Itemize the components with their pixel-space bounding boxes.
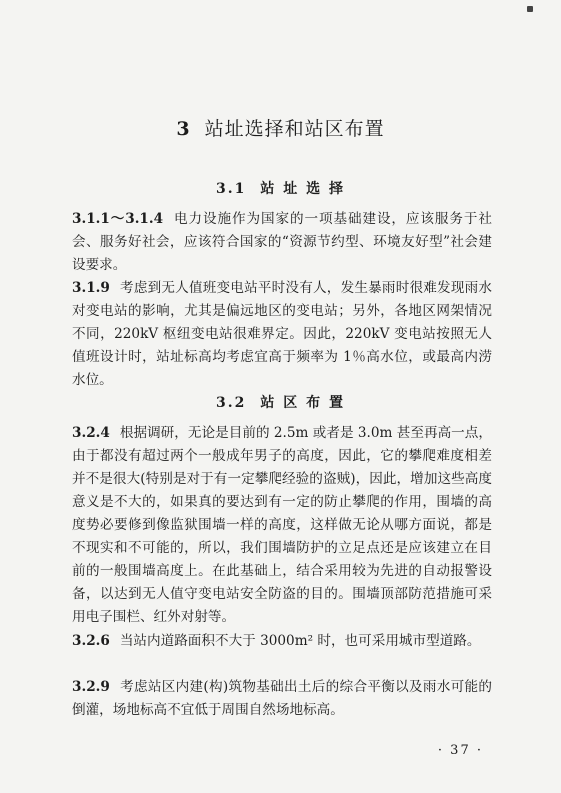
clause-number: 3.1.1～3.1.4 (72, 211, 164, 227)
section-number: 3.2 (216, 395, 247, 411)
clause-number: 3.2.4 (72, 425, 110, 441)
paragraph-3-1-1 (72, 208, 492, 277)
chapter-number: 3 (176, 118, 191, 140)
paragraph-3-1-9 (72, 277, 492, 392)
section-title-text: 站 址 选 择 (260, 181, 345, 197)
page-number: · 37 · (437, 743, 483, 758)
section-title-3-2 (0, 392, 561, 412)
chapter-title (0, 114, 561, 141)
corner-mark (527, 6, 533, 12)
paragraph-3-2-6 (72, 630, 492, 653)
clause-number: 3.1.9 (72, 280, 110, 296)
section-title-text: 站 区 布 置 (260, 395, 345, 411)
paragraph-text: 考虑到无人值班变电站平时没有人，发生暴雨时很难发现雨水对变电站的影响，尤其是偏远地区的变电站；另外，各地区网架情况不同，220kV 枢纽变电站很难界定。因此，220kV 变电站按照无人值班设计时，站址标高均考虑宜高于频率为 1％高水位，或最高内涝水位。 (72, 280, 492, 388)
paragraph-text: 电力设施作为国家的一项基础建设，应该服务于社会、服务好社会，应该符合国家的“资源节约型、环境友好型”社会建设要求。 (72, 211, 493, 273)
section-title-3-1 (0, 178, 561, 198)
paragraph-text: 当站内道路面积不大于 3000m² 时，也可采用城市型道路。 (119, 633, 481, 649)
paragraph-text: 考虑站区内建(构)筑物基础出土后的综合平衡以及雨水可能的倒灌，场地标高不宜低于周围自然场地标高。 (72, 679, 492, 718)
section-number: 3.1 (216, 181, 247, 197)
clause-number: 3.2.6 (72, 633, 110, 649)
paragraph-3-2-4 (72, 422, 492, 629)
chapter-title-text: 站址选择和站区布置 (204, 118, 385, 140)
paragraph-text: 根据调研，无论是目前的 2.5m 或者是 3.0m 甚至再高一点，由于都没有超过两个一般成年男子的高度，因此，它的攀爬难度相差并不是很大(特别是对于有一定攀爬经验的盗贼)，因此，增加这些高度意义是不大的，如果真的要达到有一定的防止攀爬的作用，围墙的高度势必要修到像监狱围墙一样的高度，这样做无论从哪方面说，都是不现实和不可能的，所以，我们围墙防护的立足点还是应该建立在目前的一般围墙高度上。在此基础上，结合采用较为先进的自动报警设备，以达到无人值守变电站安全防盗的目的。围墙顶部防范措施可采用电子围栏、红外对射等。 (72, 425, 492, 625)
paragraph-3-2-9 (72, 676, 492, 722)
clause-number: 3.2.9 (72, 679, 110, 695)
